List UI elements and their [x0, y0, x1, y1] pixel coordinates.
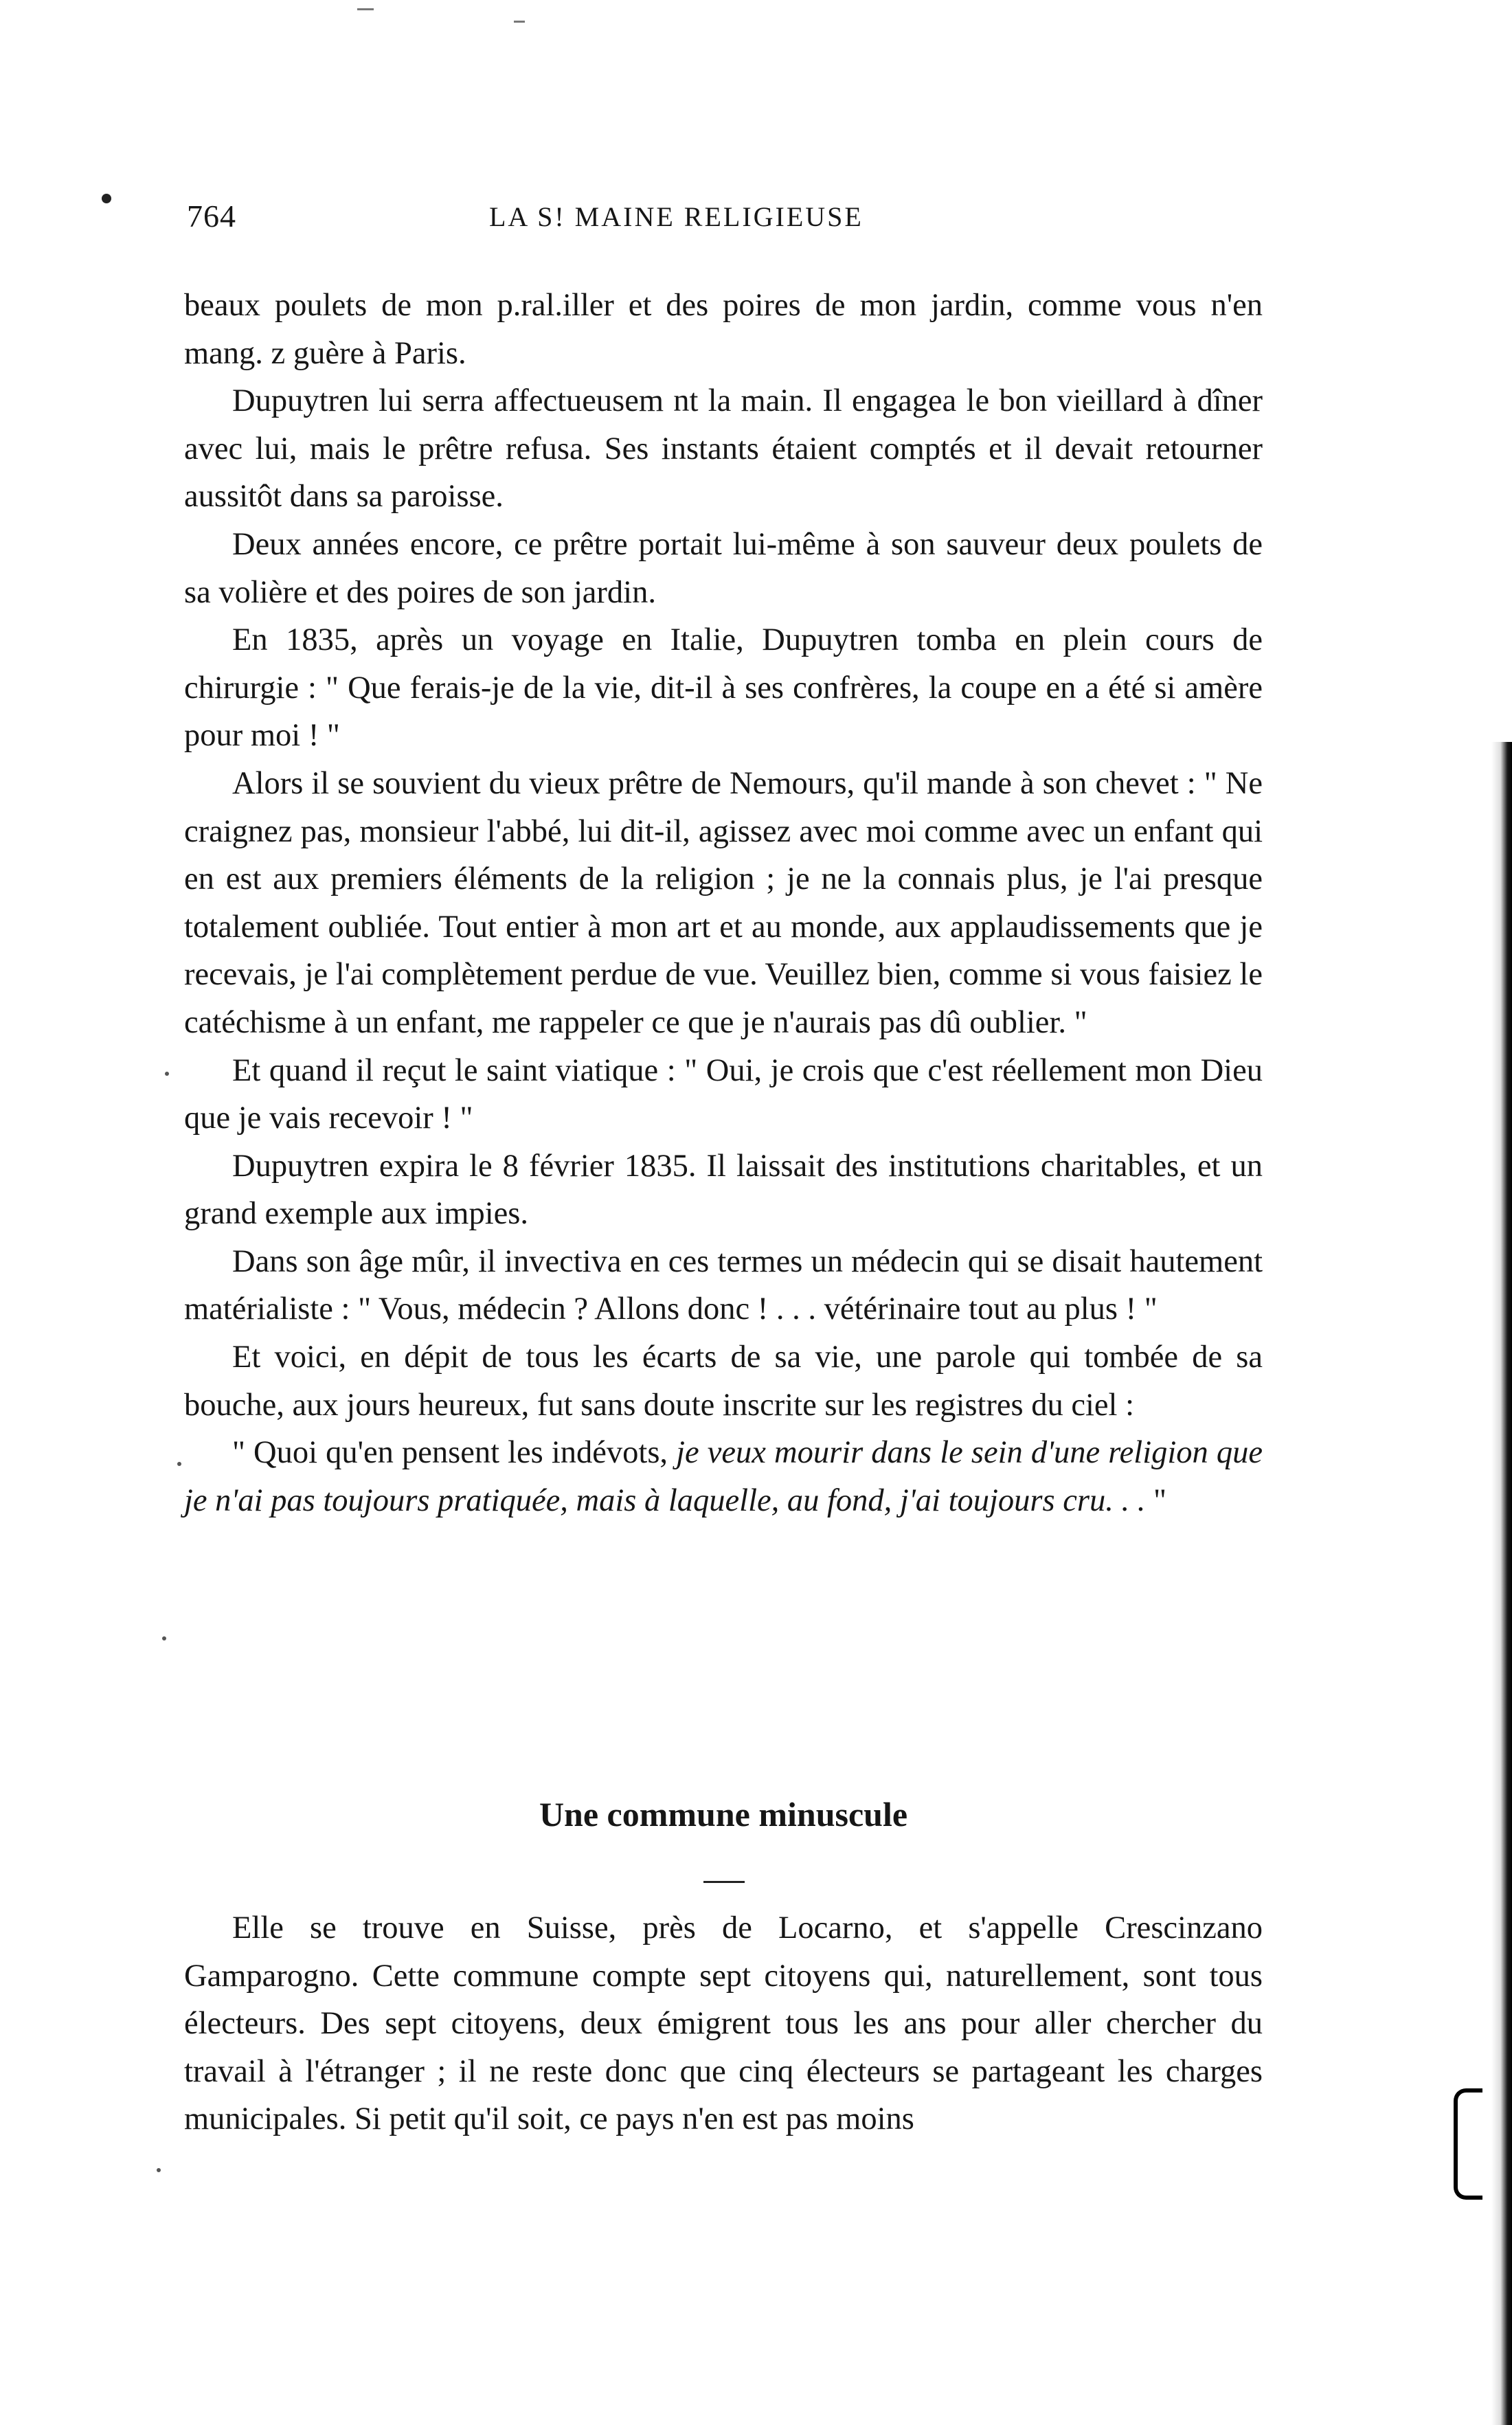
running-head: LA S! MAINE RELIGIEUSE: [489, 201, 864, 232]
paragraph: Dupuytren lui serra affectueusem nt la main. Il engagea le bon vieillard à dîner avec lui, mais le prêtre refusa. Ses instants étaient comptés et il devait retourner aussitôt dans sa paroisse.: [184, 383, 1263, 515]
main-text: [184, 282, 1263, 1524]
final-quote: [184, 1429, 1263, 1524]
quote-italic: je veux mourir dans le sein d'une religion que je n'ai pas toujours pratiquée, mais à laquelle, au fond, j'ai toujours cru. . .: [184, 1435, 1263, 1518]
binding-clip-mark: [1454, 2088, 1482, 2200]
paragraph: Elle se trouve en Suisse, près de Locarno, et s'appelle Crescinzano Gamparogno. Cette commune compte sept citoyens qui, naturellement, sont tous électeurs. Des sept citoyens, deux émigrent tous les ans pour aller chercher du travail à l'étranger ; il ne reste donc que cinq électeurs se partageant les charges municipales. Si petit qu'il soit, ce pays n'en est pas moins: [184, 1910, 1263, 2137]
paragraph: Et quand il reçut le saint viatique : " Oui, je crois que c'est réellement mon Dieu que je vais recevoir ! ": [184, 1052, 1263, 1136]
paragraph: Deux années encore, ce prêtre portait lui-même à son sauveur deux poulets de sa volière et des poires de son jardin.: [184, 526, 1263, 610]
scan-artifact-mark: [514, 21, 525, 23]
scan-artifact-mark: [357, 8, 374, 10]
paragraph: Et voici, en dépit de tous les écarts de sa vie, une parole qui tombée de sa bouche, aux jours heureux, fut sans doute inscrite sur les registres du ciel :: [184, 1340, 1263, 1423]
paragraph: Dans son âge mûr, il invectiva en ces termes un médecin qui se disait hautement matérialiste : " Vous, médecin ? Allons donc ! . . . vétérinaire tout au plus ! ": [184, 1243, 1263, 1327]
margin-tick: [177, 1462, 181, 1466]
quote-prefix: " Quoi qu'en pensent les indévots,: [232, 1435, 677, 1471]
margin-tick: [165, 1072, 169, 1076]
section-text: [184, 1904, 1263, 2143]
margin-tick: [162, 1636, 166, 1640]
paragraph: En 1835, après un voyage en Italie, Dupuytren tomba en plein cours de chirurgie : " Que ferais-je de la vie, dit-il à ses confrères, la coupe en a été si amère pour moi ! ": [184, 622, 1263, 754]
margin-tick: [157, 2168, 161, 2172]
quote-suffix: ": [1153, 1482, 1166, 1518]
paragraph: Dupuytren expira le 8 février 1835. Il laissait des institutions charitables, et un grand exemple aux impies.: [184, 1148, 1263, 1232]
page-header: [187, 194, 1259, 249]
paragraph: beaux poulets de mon p.ral.iller et des poires de mon jardin, comme vous n'en mang. z guère à Paris.: [184, 288, 1263, 371]
paragraph: Alors il se souvient du vieux prêtre de Nemours, qu'il mande à son chevet : " Ne craignez pas, monsieur l'abbé, lui dit-il, agissez avec moi comme avec un enfant qui en est aux premiers éléments de la religion ; je ne la connais plus, je l'ai presque totalement oubliée. Tout entier à mon art et au monde, aux applaudissements que je recevais, je l'ai complètement perdue de vue. Veuillez bien, comme si vous faisiez le catéchisme à un enfant, me rappeler ce que je n'aurais pas dû oublier. ": [184, 765, 1263, 1040]
margin-dot: [102, 194, 111, 203]
section-title: Une commune minuscule: [539, 1795, 908, 1834]
page-number: 764: [187, 199, 236, 234]
section-divider: [703, 1881, 745, 1883]
